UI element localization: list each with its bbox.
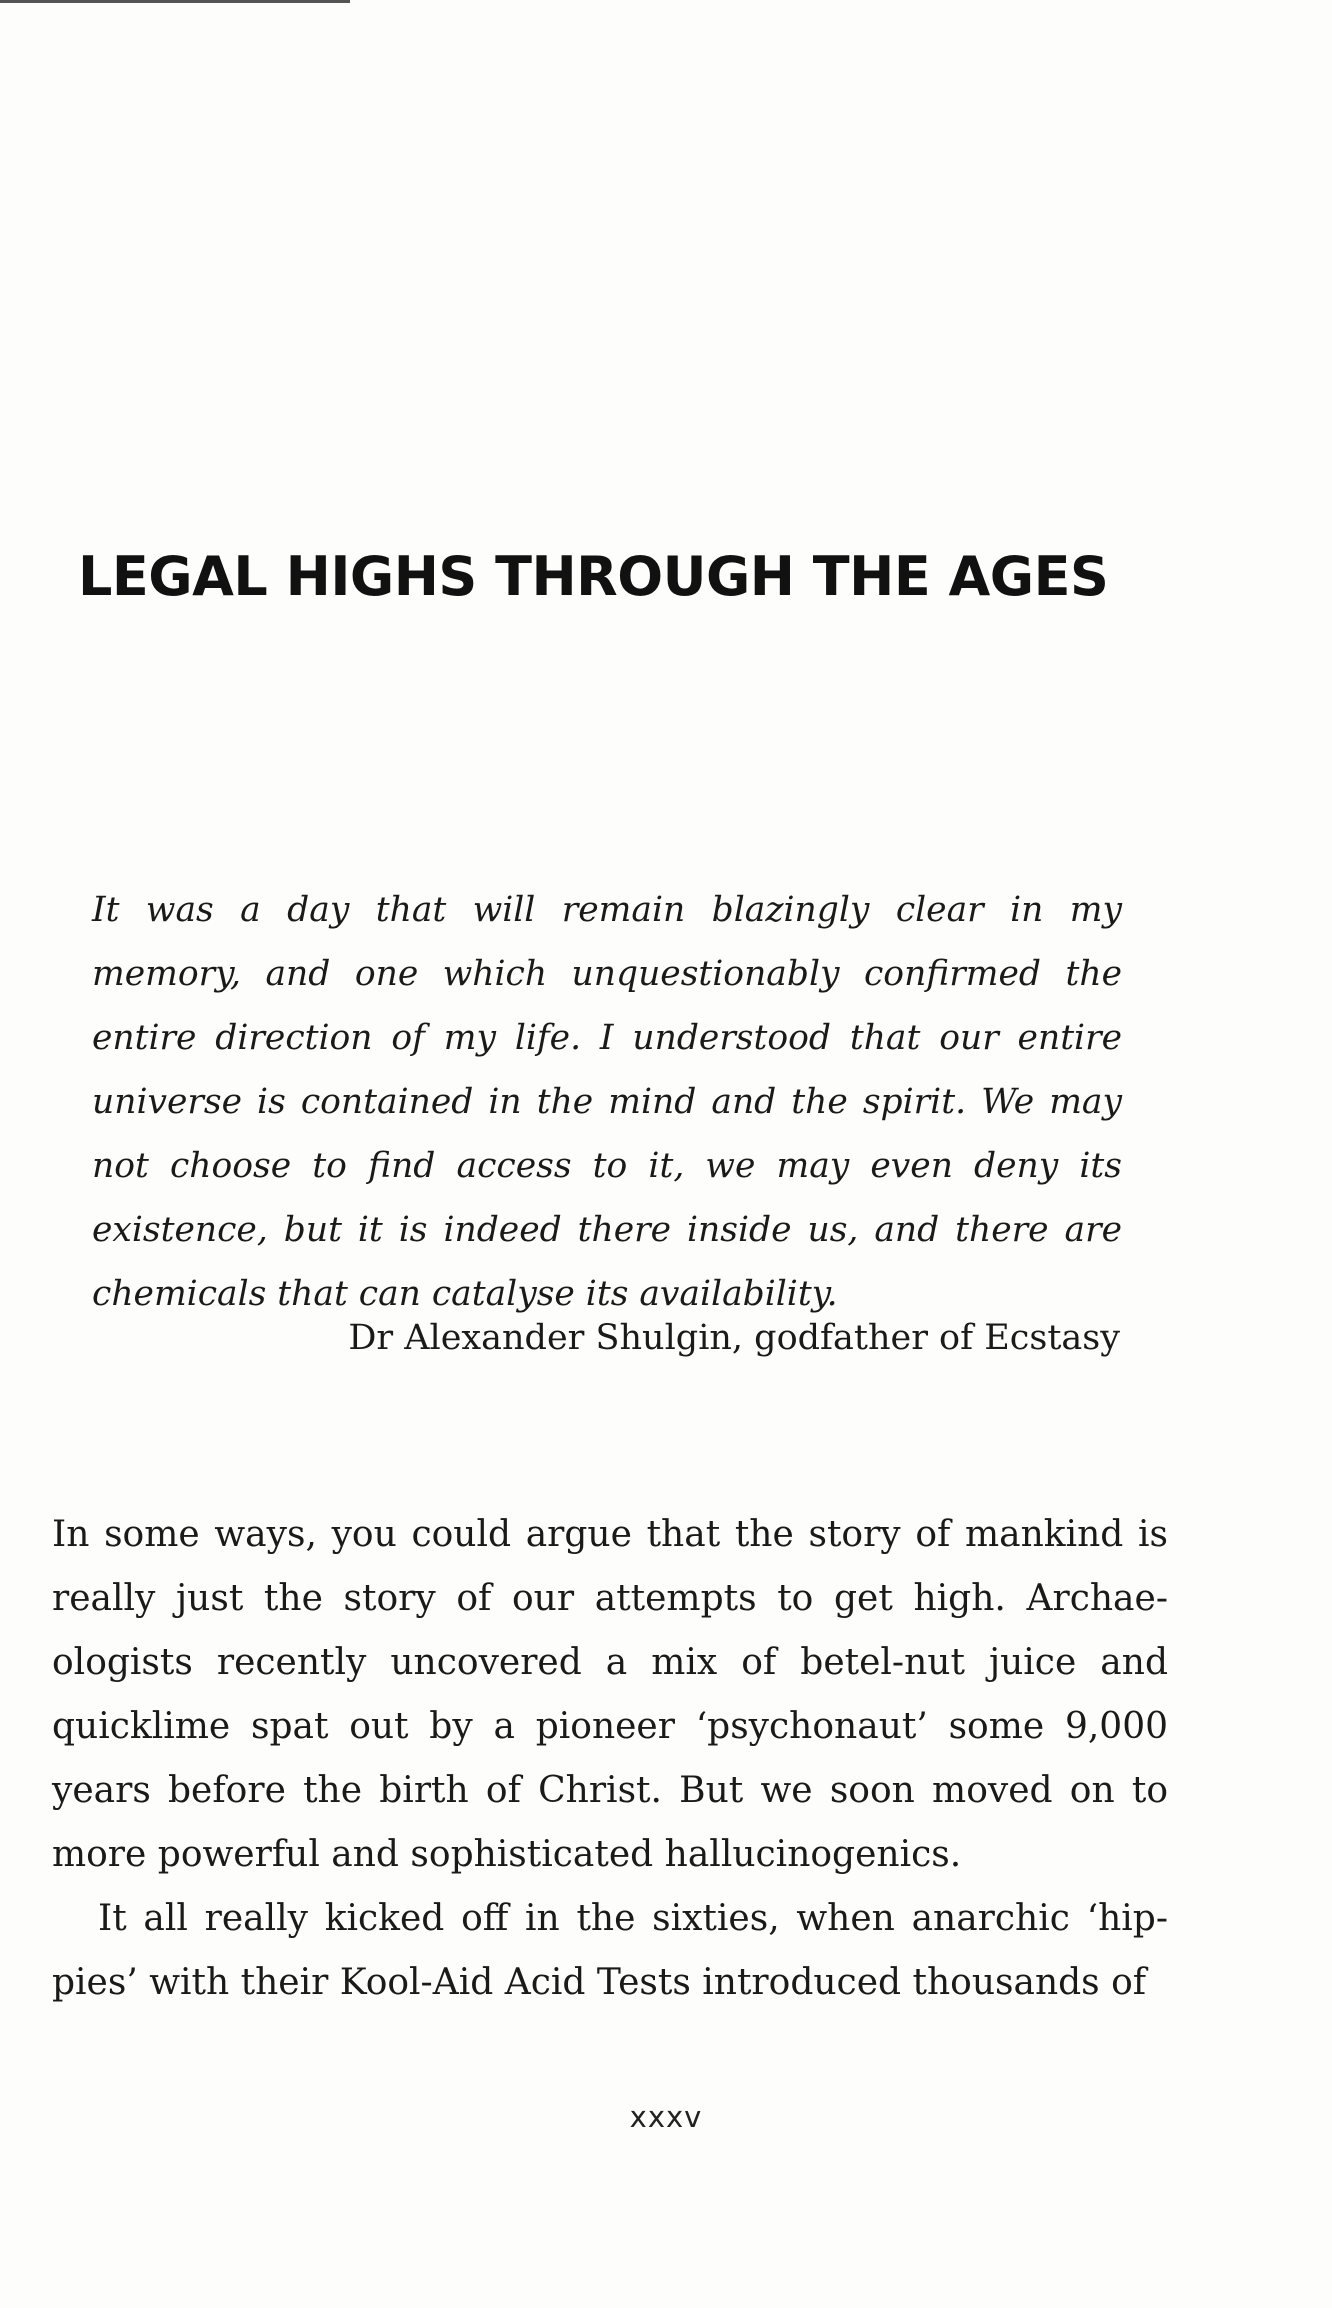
epigraph-quote: It was a day that will remain blazingly clear in my memory, and one which unquestionably confirmed the entire direction of my life. I understood that our entire universe is contained in the mind and the spirit. We may not choose to find access to it, we may even deny its existence, but it is indeed there inside us, and there are chemicals that can catalyse its availability.: [92, 890, 1122, 1314]
chapter-title: LEGAL HIGHS THROUGH THE AGES: [78, 545, 1109, 608]
page-edge-line: [0, 0, 350, 3]
body-text: [52, 1503, 1168, 2015]
body-paragraph: It all really kicked off in the sixties, when anarchic ‘hippies’ with their Kool-Aid Acid Tests introduced thousands of: [52, 1898, 1168, 2003]
epigraph-attribution: Dr Alexander Shulgin, godfather of Ecstasy: [348, 1318, 1120, 1358]
body-paragraph: In some ways, you could argue that the story of mankind is really just the story of our attempts to get high. Archaeologists recently uncovered a mix of betel-nut juice and quicklime spat out by a pioneer ‘psychonaut’ some 9,000 years before the birth of Christ. But we soon moved on to more powerful and sophisticated hallucinogenics.: [52, 1514, 1168, 1875]
page-number: xxxv: [629, 2100, 703, 2134]
